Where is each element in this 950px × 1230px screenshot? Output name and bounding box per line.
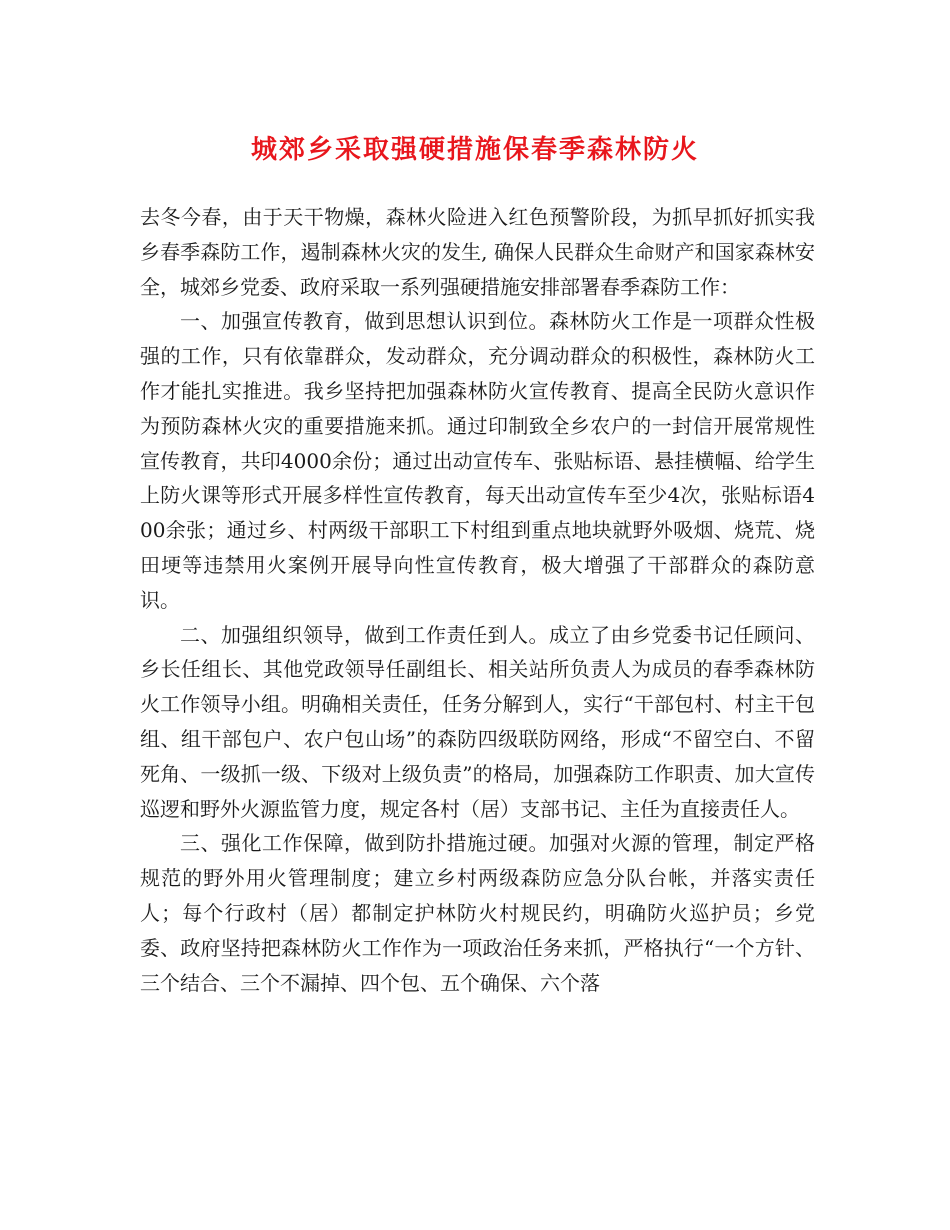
- paragraph-section-3: 三、强化工作保障，做到防扑措施过硬。加强对火源的管理，制定严格规范的野外用火管理制度；建立乡村两级森防应急分队台帐，并落实责任人；每个行政村（居）都制定护林防火村规民约，明确防火巡护员；乡党委、政府坚持把森林防火工作作为一项政治任务来抓，严格执行“一个方针、三个结合、三个不漏掉、四个包、五个确保、六个落: [140, 831, 815, 995]
- paragraph-section-2: 二、加强组织领导，做到工作责任到人。成立了由乡党委书记任顾问、乡长任组长、其他党政领导任副组长、相关站所负责人为成员的春季森林防火工作领导小组。明确相关责任，任务分解到人，实行“干部包村、村主干包组、组干部包户、农户包山场”的森防四级联防网络，形成“不留空白、不留死角、一级抓一级、下级对上级负责”的格局，加强森防工作职责、加大宣传巡逻和野外火源监管力度，规定各村（居）支部书记、主任为直接责任人。: [140, 622, 815, 821]
- paragraph-section-1: 一、加强宣传教育，做到思想认识到位。森林防火工作是一项群众性极强的工作，只有依靠群众，发动群众，充分调动群众的积极性，森林防火工作才能扎实推进。我乡坚持把加强森林防火宣传教育、提高全民防火意识作为预防森林火灾的重要措施来抓。通过印制致全乡农户的一封信开展常规性宣传教育，共印4000余份；通过出动宣传车、张贴标语、悬挂横幅、给学生上防火课等形式开展多样性宣传教育，每天出动宣传车至少4次，张贴标语400余张；通过乡、村两级干部职工下村组到重点地块就野外吸烟、烧荒、烧田埂等违禁用火案例开展导向性宣传教育，极大增强了干部群众的森防意识。: [140, 309, 815, 612]
- document-body: [140, 200, 815, 1000]
- paragraph-intro: 去冬今春，由于天干物燥，森林火险进入红色预警阶段，为抓早抓好抓实我乡春季森防工作，遏制森林火灾的发生, 确保人民群众生命财产和国家森林安全，城郊乡党委、政府采取一系列强硬措施安排部署春季森防工作：: [140, 205, 815, 299]
- document-title: 城郊乡采取强硬措施保春季森林防火: [250, 135, 699, 165]
